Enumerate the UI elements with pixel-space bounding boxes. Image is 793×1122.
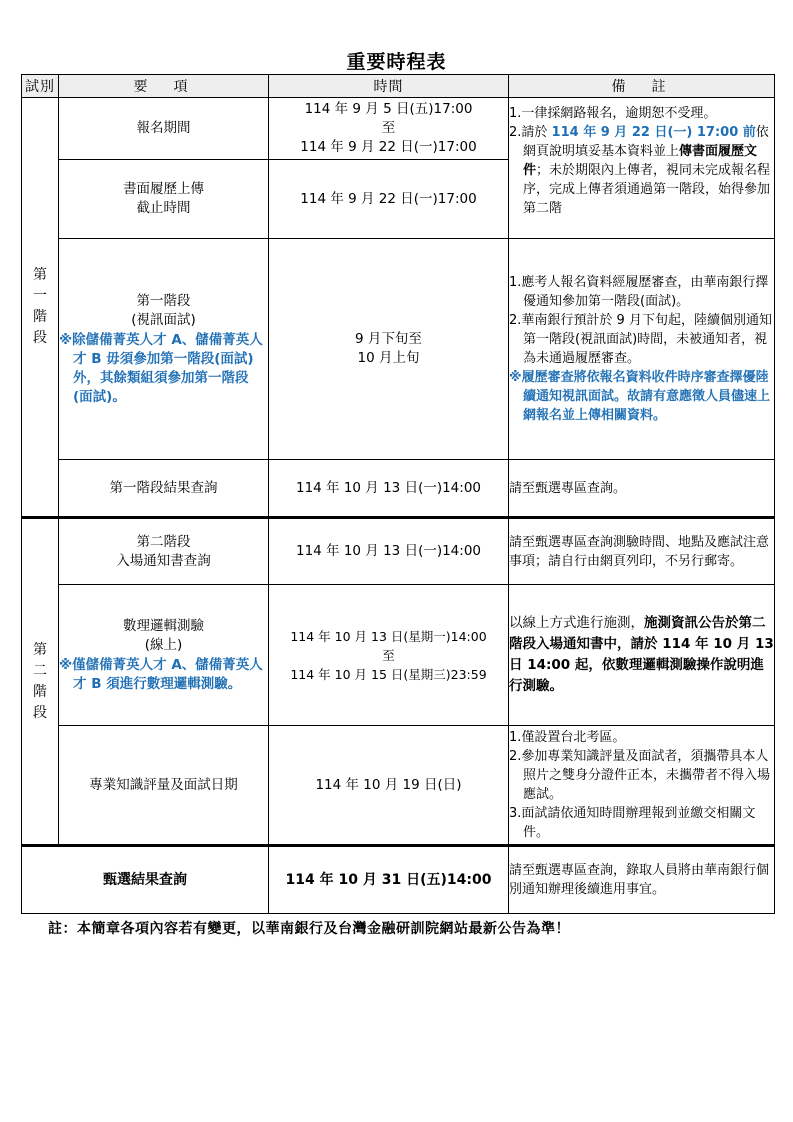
schedule-table: [21, 74, 775, 914]
time-registration: 114 年 9 月 5 日(五)17:00 至 114 年 9 月 22 日(一)17:00: [269, 98, 509, 160]
remark-stage1-result: 請至甄選專區查詢。: [509, 460, 775, 518]
table-row: [22, 585, 775, 726]
page-title: 重要時程表: [346, 51, 447, 73]
table-header-row: [22, 75, 775, 98]
item-logic-test: 數理邏輯測驗 (線上) ※僅儲備菁英人才 A、儲備菁英人才 B 須進行數理邏輯測驗。: [59, 585, 269, 726]
time-logic-test: 114 年 10 月 13 日(星期一)14:00 至 114 年 10 月 15 日(星期三)23:59: [269, 585, 509, 726]
time-resume-upload: 114 年 9 月 22 日(一)17:00: [269, 160, 509, 239]
time-interview: 114 年 10 月 19 日(日): [269, 726, 509, 846]
remark-logic-test: 以線上方式進行施測，施測資訊公告於第二階段入場通知書中，請於 114 年 10 月 13 日 14:00 起，依數理邏輯測驗操作說明進行測驗。: [509, 585, 775, 726]
stage-2-cell: 第 二 階 段: [22, 518, 59, 846]
header-time: 時間: [269, 75, 509, 98]
table-row: [22, 518, 775, 585]
item-interview: 專業知識評量及面試日期: [59, 726, 269, 846]
remark-admission: 請至甄選專區查詢測驗時間、地點及應試注意事項；請自行由網頁列印，不另行郵寄。: [509, 518, 775, 585]
header-item: 要 項: [59, 75, 269, 98]
item-admission: 第二階段 入場通知書查詢: [59, 518, 269, 585]
item-stage1-result: 第一階段結果查詢: [59, 460, 269, 518]
time-final-result: 114 年 10 月 31 日(五)14:00: [269, 846, 509, 914]
remark-final-result: 請至甄選專區查詢，錄取人員將由華南銀行個別通知辦理後續進用事宜。: [509, 846, 775, 914]
table-row: [22, 239, 775, 460]
table-row: [22, 846, 775, 914]
table-row: [22, 460, 775, 518]
item-stage1-video: 第一階段 (視訊面試) ※除儲備菁英人才 A、儲備菁英人才 B 毋須參加第一階段(面試)外，其餘類組須參加第一階段(面試)。: [59, 239, 269, 460]
remark-stage1-video: 1.應考人報名資料經履歷審查，由華南銀行擇優通知參加第一階段(面試)。 2.華南銀行預計於 9 月下旬起，陸續個別通知第一階段(視訊面試)時間，未被通知者，視為未通過履歷審查。 ※履歷審查將依報名資料收件時序審查擇優陸續通知視訊面試。故請有意應徵人員儘速上網報名並上傳相關資料。: [509, 239, 775, 460]
item-registration: 報名期間: [59, 98, 269, 160]
header-stage: 試別: [22, 75, 59, 98]
time-admission: 114 年 10 月 13 日(一)14:00: [269, 518, 509, 585]
header-remark: 備 註: [509, 75, 775, 98]
table-row: [22, 726, 775, 846]
item-resume-upload: 書面履歷上傳 截止時間: [59, 160, 269, 239]
stage-1-cell: 第 一 階 段: [22, 98, 59, 518]
time-stage1-result: 114 年 10 月 13 日(一)14:00: [269, 460, 509, 518]
remark-interview: 1.僅設置台北考區。 2.參加專業知識評量及面試者，須攜帶具本人照片之雙身分證件正本，未攜帶者不得入場應試。 3.面試請依通知時間辦理報到並繳交相關文件。: [509, 726, 775, 846]
remark-registration: 1.一律採網路報名，逾期恕不受理。 2.請於 114 年 9 月 22 日(一) 17:00 前依網頁說明填妥基本資料並上傳書面履歷文件；未於期限內上傳者，視同未完成報名程序，完成上傳者須通過第一階段，始得參加第二階: [509, 98, 775, 239]
item-final-result: 甄選結果查詢: [22, 846, 269, 914]
footnote: 註：本簡章各項內容若有變更，以華南銀行及台灣金融研訓院網站最新公告為準！: [48, 921, 570, 937]
time-stage1-video: 9 月下旬至 10 月上旬: [269, 239, 509, 460]
table-row: [22, 98, 775, 160]
